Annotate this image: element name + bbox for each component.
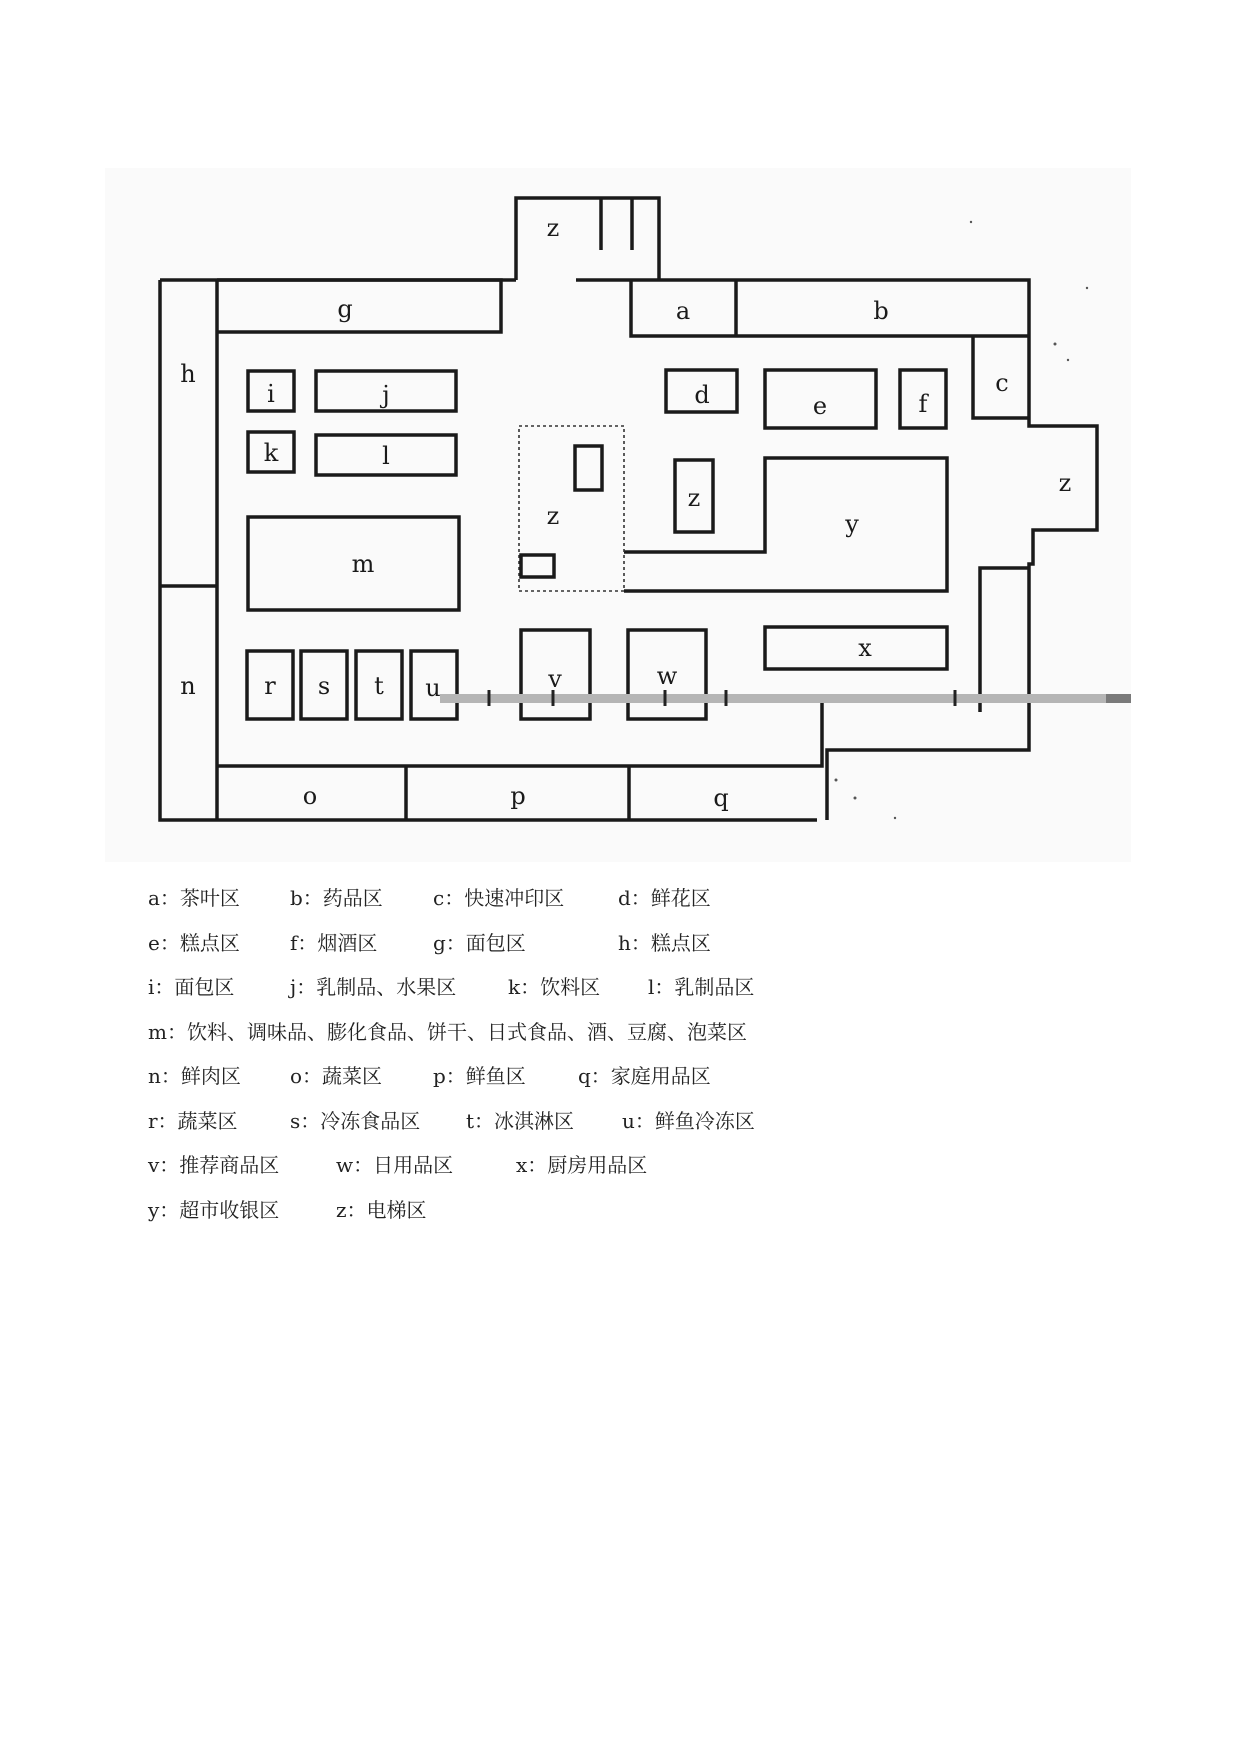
elevator-top-shaft (516, 198, 659, 280)
outer-wall-top-right (576, 280, 1097, 820)
zone-y-box (624, 458, 947, 591)
legend-row (148, 1099, 1048, 1144)
zone-label-z-top: z (546, 214, 560, 242)
legend-item-s: s：冷冻食品区 (290, 1108, 421, 1133)
legend-row (148, 876, 1048, 921)
legend-item-n: n：鲜肉区 (148, 1064, 241, 1088)
floor-plan (105, 168, 1131, 862)
zone-label-e: e (812, 392, 828, 420)
legend-item-q: q：家庭用品区 (578, 1064, 711, 1088)
legend-item-w: w：日用品区 (336, 1153, 454, 1177)
legend-item-d: d：鲜花区 (618, 886, 711, 910)
zone-label-k: k (263, 439, 279, 467)
legend-row (148, 921, 1048, 966)
zone-label-z-right: z (1058, 469, 1072, 497)
zone-label-g: g (337, 295, 353, 323)
zone-label-b: b (873, 297, 889, 325)
legend-item-a: a：茶叶区 (148, 886, 240, 910)
legend-row (148, 1188, 1048, 1233)
legend-row (148, 1143, 1048, 1188)
elevator-dashed-area (519, 426, 624, 591)
legend-item-f: f：烟酒区 (290, 930, 378, 955)
zone-label-y: y (845, 510, 859, 538)
elevator-small-rect (575, 446, 602, 490)
legend-item-m: m：饮料、调味品、膨化食品、饼干、日式食品、酒、豆腐、泡菜区 (148, 1019, 747, 1044)
elevator-small-square (521, 555, 554, 577)
zone-label-h: h (180, 360, 196, 388)
legend-item-c: c：快速冲印区 (433, 886, 565, 910)
legend-row (148, 1054, 1048, 1099)
legend-item-i: i：面包区 (148, 975, 235, 999)
legend-item-t: t：冰淇淋区 (466, 1108, 575, 1133)
zone-label-q: q (713, 784, 729, 812)
floor-plan-scan (105, 168, 1131, 862)
legend-item-p: p：鲜鱼区 (433, 1064, 526, 1088)
scan-artifact-dark (1106, 694, 1131, 703)
zone-label-x: x (858, 634, 872, 662)
outer-wall-left (160, 280, 817, 820)
legend-row (148, 1010, 1048, 1055)
legend-item-z: z：电梯区 (336, 1197, 427, 1222)
right-column (980, 568, 1029, 712)
zone-label-v: v (548, 665, 562, 693)
zone-label-j: j (382, 381, 390, 409)
legend-item-k: k：饮料区 (508, 975, 601, 999)
legend-item-u: u：鲜鱼冷冻区 (622, 1108, 755, 1133)
zone-label-p: p (510, 782, 526, 810)
zone-label-c: c (995, 369, 1009, 397)
zone-x-box (765, 627, 947, 669)
legend-item-j: j：乳制品、水果区 (290, 975, 457, 999)
zone-label-u: u (425, 674, 441, 702)
zone-label-m: m (351, 550, 375, 578)
zone-label-t: t (374, 672, 384, 700)
zone-label-z-center: z (546, 502, 560, 530)
zone-label-w: w (656, 662, 678, 690)
zone-legend (148, 876, 1048, 1232)
legend-item-o: o：蔬菜区 (290, 1064, 383, 1088)
zone-label-f: f (918, 390, 928, 418)
zone-label-i: i (267, 380, 275, 408)
zone-label-z-middle: z (687, 484, 701, 512)
zone-label-a: a (675, 297, 691, 325)
zone-label-r: r (264, 672, 276, 700)
legend-item-b: b：药品区 (290, 886, 383, 910)
legend-item-r: r：蔬菜区 (148, 1108, 238, 1133)
zone-label-s: s (317, 672, 331, 700)
opq-top (217, 698, 1029, 766)
g-box (217, 280, 501, 332)
legend-item-v: v：推荐商品区 (148, 1153, 280, 1177)
legend-item-g: g：面包区 (433, 930, 526, 955)
legend-item-l: l：乳制品区 (648, 975, 755, 999)
ab-box (631, 280, 1029, 336)
zone-label-o: o (302, 782, 318, 810)
legend-item-e: e：糕点区 (148, 930, 240, 955)
scan-artifact-bar (440, 694, 1131, 703)
legend-item-h: h：糕点区 (618, 930, 711, 955)
legend-row (148, 965, 1048, 1010)
zone-label-d: d (694, 381, 710, 409)
zone-label-n: n (180, 672, 196, 700)
legend-item-x: x：厨房用品区 (516, 1153, 648, 1177)
legend-item-y: y：超市收银区 (148, 1197, 280, 1222)
zone-label-l: l (382, 442, 390, 470)
